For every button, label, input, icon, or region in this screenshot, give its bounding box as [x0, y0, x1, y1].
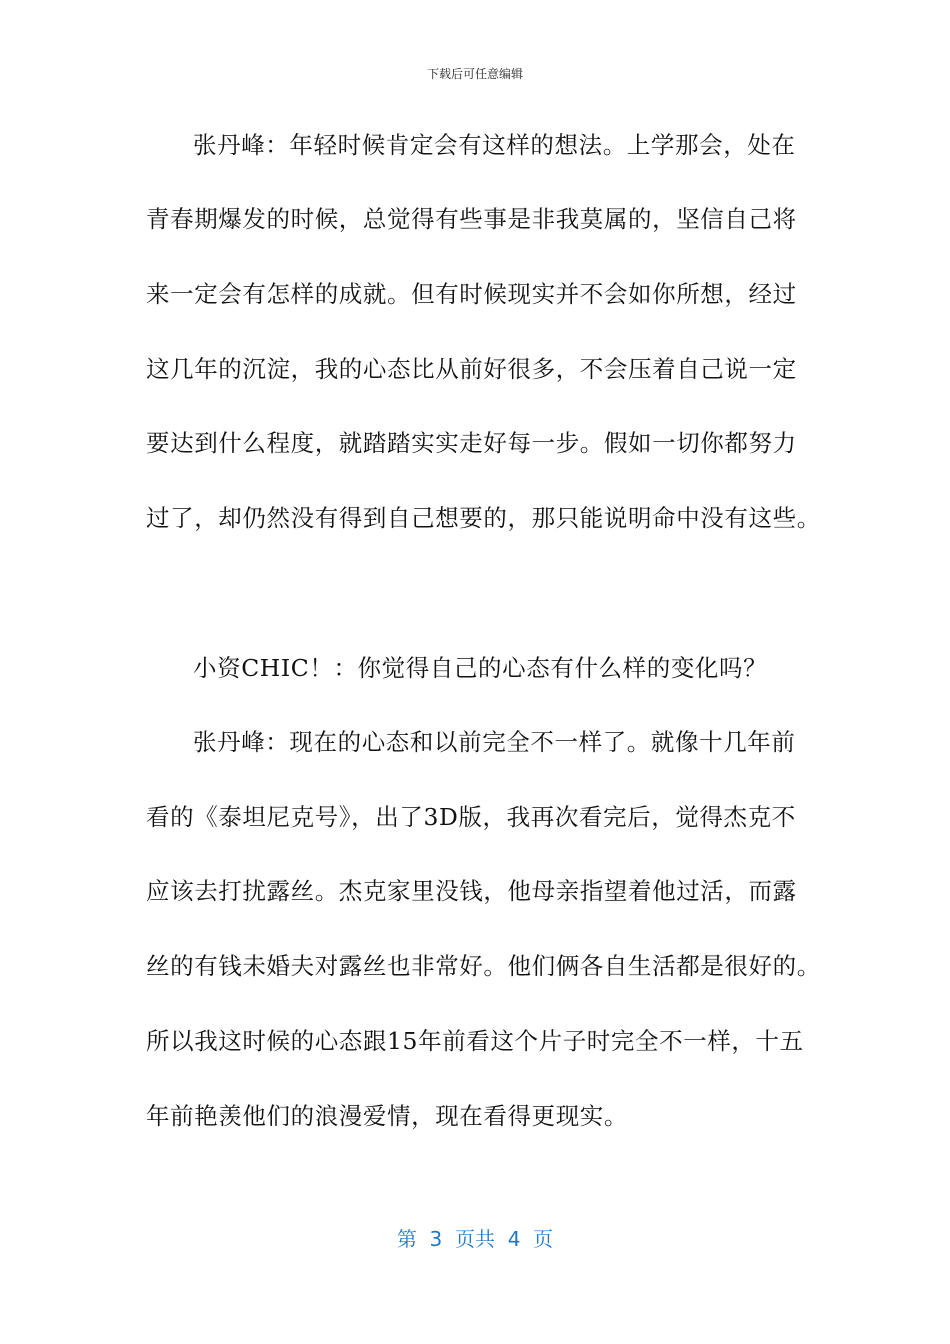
paragraph-1-line-2: 青春期爆发的时候，总觉得有些事是非我莫属的，坚信自己将	[146, 205, 797, 233]
paragraph-1-line-6: 过了，却仍然没有得到自己想要的，那只能说明命中没有这些。	[146, 504, 821, 532]
paragraph-2-line-1: 小资CHIC！：你觉得自己的心态有什么样的变化吗？	[193, 654, 768, 682]
paragraph-3-line-3: 应该去打扰露丝。杰克家里没钱，他母亲指望着他过活，而露	[146, 877, 797, 905]
page-number-footer: 第 3 页共 4 页	[396, 1227, 554, 1251]
paragraph-3-line-4: 丝的有钱未婚夫对露丝也非常好。他们俩各自生活都是很好的。	[146, 952, 821, 980]
paragraph-1-line-1: 张丹峰：年轻时候肯定会有这样的想法。上学那会，处在	[193, 131, 796, 159]
paragraph-1-line-3: 来一定会有怎样的成就。但有时候现实并不会如你所想，经过	[146, 280, 797, 308]
page-header: 下载后可任意编辑	[426, 67, 523, 81]
paragraph-1-line-5: 要达到什么程度，就踏踏实实走好每一步。假如一切你都努力	[146, 429, 797, 457]
paragraph-3-line-5: 所以我这时候的心态跟15年前看这个片子时完全不一样，十五	[146, 1027, 804, 1055]
paragraph-1-line-4: 这几年的沉淀，我的心态比从前好很多，不会压着自己说一定	[146, 355, 797, 383]
paragraph-3-line-1: 张丹峰：现在的心态和以前完全不一样了。就像十几年前	[193, 728, 796, 756]
paragraph-3-line-6: 年前艳羡他们的浪漫爱情，现在看得更现实。	[146, 1102, 628, 1130]
paragraph-3-line-2: 看的《泰坦尼克号》，出了3D版，我再次看完后，觉得杰克不	[146, 803, 796, 831]
